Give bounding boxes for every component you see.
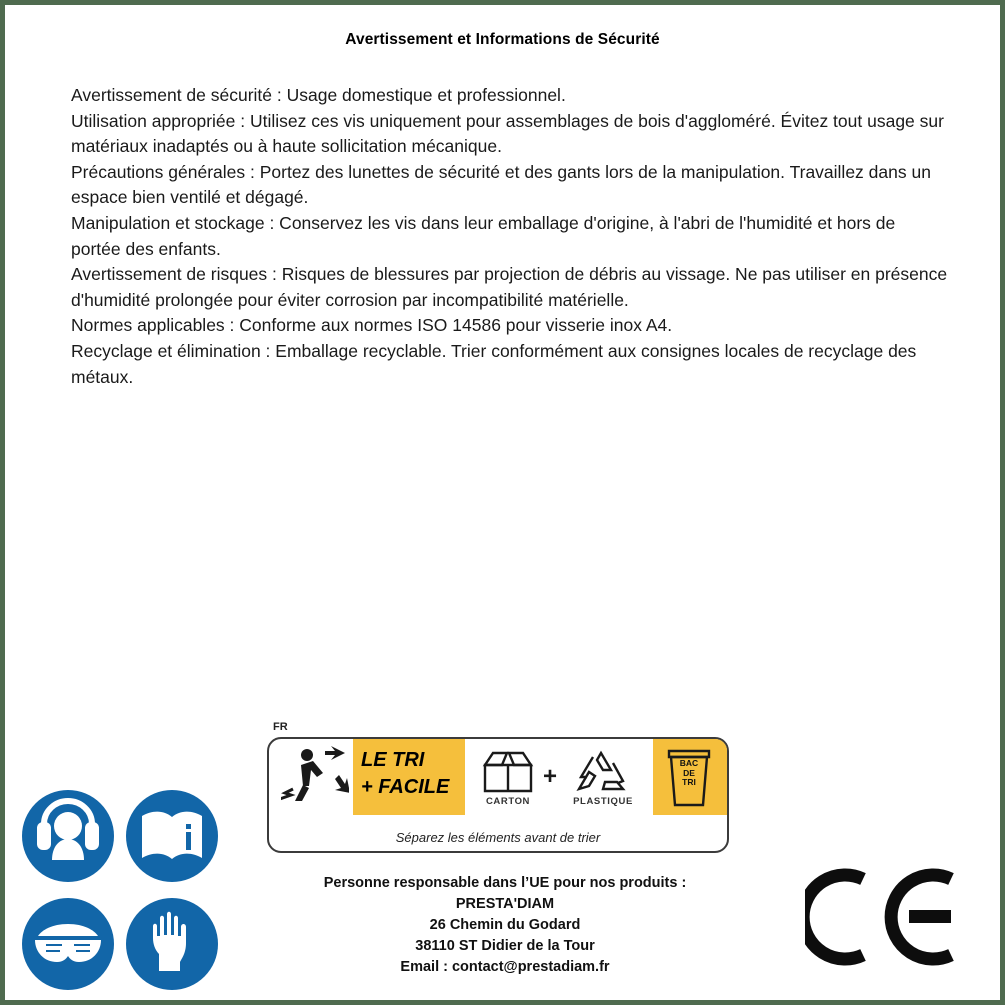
- bin-text: [667, 759, 711, 788]
- triman-recycling-label: [267, 719, 727, 854]
- safety-paragraph: Recyclage et élimination : Emballage recyclable. Trier conformément aux consignes locales de recyclage des métaux.: [71, 340, 917, 387]
- protective-gloves-icon: [126, 898, 218, 990]
- company-email: Email : contact@prestadiam.fr: [400, 959, 610, 975]
- ce-mark-icon: [805, 867, 955, 967]
- responsible-person-heading: [235, 873, 775, 894]
- company-city: 38110 ST Didier de la Tour: [415, 938, 595, 954]
- responsible-heading-prefix: Personne responsable dans l’: [323, 875, 530, 891]
- responsible-person-block: [235, 873, 775, 978]
- safety-paragraph: Utilisation appropriée : Utilisez ces vis uniquement pour assemblages de bois d'aggloméré. Évitez tout usage sur matériaux inadaptés ou à haute sollicitation mécanique.: [71, 110, 944, 157]
- carton-label: CARTON: [485, 796, 531, 807]
- safety-text-block: [71, 83, 949, 390]
- bin-text-line2: DE: [683, 767, 695, 778]
- company-name: PRESTA'DIAM: [455, 896, 555, 912]
- carton-box-icon: [477, 749, 539, 800]
- triman-headline: [361, 747, 461, 801]
- triman-caption: Séparez les éléments avant de trier: [395, 830, 601, 845]
- plastic-recycle-icon: [569, 749, 633, 800]
- company-address: 26 Chemin du Godard: [429, 917, 581, 933]
- bin-text-line3: TRI: [682, 777, 696, 787]
- safety-paragraph: Manipulation et stockage : Conservez les vis dans leur emballage d'origine, à l'abri de l'humidité et hors de portée des enfants.: [71, 212, 896, 259]
- safety-paragraph: Avertissement de sécurité : Usage domestique et professionnel.: [71, 85, 566, 105]
- triman-headline-line1: LE TRI: [361, 749, 425, 771]
- bin-text-line1: BAC: [679, 758, 699, 768]
- read-instructions-icon: [126, 790, 218, 882]
- safety-paragraph: Normes applicables : Conforme aux normes ISO 14586 pour visserie inox A4.: [71, 315, 673, 336]
- triman-language-code: FR: [273, 721, 288, 733]
- responsible-heading-suffix: pour nos produits :: [549, 875, 687, 891]
- triman-symbol-icon: [281, 745, 349, 814]
- safety-paragraph: Avertissement de risques : Risques de blessures par projection de débris au vissage. Ne pas utiliser en présence d'humidité prolongée pour éviter corrosion par incompatibilité matérielle.: [71, 264, 948, 310]
- safety-glasses-icon: [22, 898, 114, 990]
- triman-headline-line2: + FACILE: [361, 776, 450, 798]
- plastic-label: PLASTIQUE: [573, 796, 633, 807]
- mandatory-pictogram-group: [20, 790, 220, 1002]
- page-title: Avertissement et Informations de Sécurité: [345, 31, 660, 48]
- safety-paragraph: Précautions générales : Portez des lunettes de sécurité et des gants lors de la manipulation. Travaillez dans un espace bien ventilé et dégagé.: [71, 161, 931, 208]
- ear-protection-icon: [22, 790, 114, 882]
- responsible-heading-eu: UE: [529, 875, 550, 891]
- plus-sign: +: [543, 763, 558, 790]
